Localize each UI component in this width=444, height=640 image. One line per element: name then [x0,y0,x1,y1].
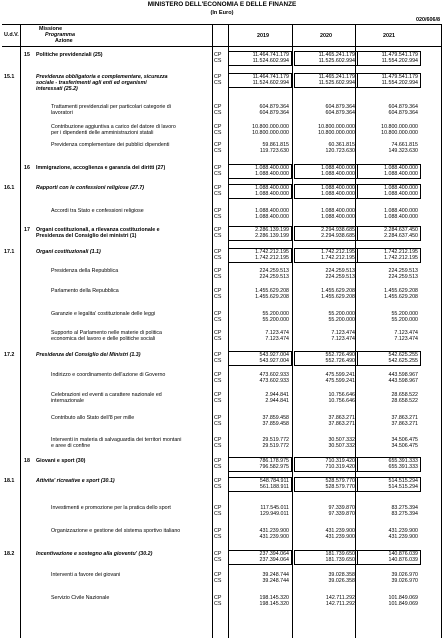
page-header-title: MINISTERO DELL'ECONOMIA E DELLE FINANZE [147,1,297,8]
cp-value: 1.088.400.000 [255,208,289,214]
cp-value: 1.088.400.000 [384,208,418,214]
cs-label: CS [214,398,222,404]
cp-value: 2.944.841 [265,392,289,398]
total-box [228,351,292,366]
cp-value: 1.742.212.195 [255,249,289,255]
row-code: 17.2 [4,352,15,358]
col-header-udv: U.d.V. [4,32,19,38]
cp-label: CP [214,268,222,274]
cs-value: 2.286.139.199 [255,233,289,239]
cs-label: CS [214,484,222,490]
cs-value: 140.876.039 [388,557,418,563]
cp-value: 142.711.292 [325,595,355,601]
cp-label: CP [214,124,222,130]
cs-value: 710.319.420 [325,464,355,470]
cp-value: 39.028.358 [328,572,355,578]
cs-value: 7.123.474 [331,336,355,342]
cp-value: 10.800.000.000 [252,124,289,130]
cp-label: CP [214,551,222,557]
cp-value: 473.602.933 [259,372,289,378]
cp-label: CP [214,227,222,233]
total-box [228,73,292,88]
header-bottom-rule [2,46,442,47]
row-description: Supporto al Parlamento nelle materie di politica economica del lavoro e delle politiche sociali [51,330,163,343]
cp-value: 11.465.241.179 [318,74,355,80]
total-box [294,164,358,179]
cp-value: 11.464.741.179 [252,52,289,58]
cp-value: 11.464.741.179 [252,74,289,80]
row-description: Politiche previdenziali (25) [36,52,103,58]
total-box [357,550,421,565]
cp-value: 39.248.744 [262,572,289,578]
total-box [228,164,292,179]
cp-value: 237.394.064 [259,551,289,557]
cs-value: 237.394.064 [259,557,289,563]
cs-value: 1.088.400.000 [321,171,355,177]
cs-value: 7.123.474 [265,336,289,342]
cp-label: CP [214,352,222,358]
cs-value: 528.579.770 [325,484,355,490]
cp-label: CP [214,208,222,214]
cp-label: CP [214,165,222,171]
cs-label: CS [214,336,222,342]
cp-label: CP [214,330,222,336]
cp-value: 11.479.541.179 [381,52,418,58]
col-header-programma: Programma [45,32,75,38]
total-box [294,457,358,472]
cs-value: 431.239.900 [259,534,289,540]
total-box [357,248,421,263]
cs-value: 181.739.650 [325,557,355,563]
cp-value: 97.339.870 [328,505,355,511]
cs-value: 514.515.294 [388,484,418,490]
cp-value: 7.123.474 [265,330,289,336]
total-box [228,226,292,241]
cp-value: 1.455.629.208 [384,288,418,294]
cs-value: 542.625.255 [388,358,418,364]
cs-label: CS [214,601,222,607]
row-description: Accordi tra Stato e confessioni religiose [51,208,144,214]
cp-value: 83.275.394 [391,505,418,511]
cs-value: 224.259.513 [325,274,355,280]
total-box [357,351,421,366]
cs-value: 1.088.400.000 [384,171,418,177]
cp-value: 10.800.000.000 [318,124,355,130]
cs-label: CS [214,464,222,470]
cs-value: 543.927.004 [259,358,289,364]
row-description: Immigrazione, accoglienza e garanzia dei diritti (27) [36,165,166,171]
cs-value: 29.519.772 [262,443,289,449]
cp-label: CP [214,74,222,80]
cs-value: 11.525.602.994 [318,58,355,64]
cs-value: 1.088.400.000 [255,171,289,177]
cp-label: CP [214,372,222,378]
col-header-missione: Missione [39,26,63,32]
cs-value: 2.294.938.685 [321,233,355,239]
cs-value: 101.849.069 [388,601,418,607]
cs-value: 655.391.333 [388,464,418,470]
cp-label: CP [214,415,222,421]
cp-label: CP [214,52,222,58]
total-box [228,477,292,492]
cp-label: CP [214,185,222,191]
cs-label: CS [214,214,222,220]
cs-value: 2.284.637.450 [384,233,418,239]
cp-value: 1.455.629.208 [255,288,289,294]
cp-value: 604.879.364 [325,104,355,110]
cp-value: 198.145.320 [259,595,289,601]
cs-value: 10.800.000.000 [318,130,355,136]
cs-value: 224.259.513 [259,274,289,280]
cp-value: 475.599.241 [325,372,355,378]
cp-value: 224.259.513 [259,268,289,274]
cp-value: 55.200.000 [262,311,289,317]
row-code: 18.2 [4,551,15,557]
cp-value: 710.319.420 [325,458,355,464]
col-divider [441,24,442,638]
cs-value: 10.800.000.000 [252,130,289,136]
cs-value: 1.455.629.208 [384,294,418,300]
cp-label: CP [214,478,222,484]
cp-label: CP [214,249,222,255]
cp-value: 552.726.490 [325,352,355,358]
cs-value: 1.088.400.000 [255,191,289,197]
cs-label: CS [214,148,222,154]
cs-value: 34.506.475 [391,443,418,449]
cs-value: 28.658.522 [391,398,418,404]
row-description: Incentivazione e sostegno alla gioventu' (30.2) [36,551,153,557]
cs-value: 39.026.970 [391,578,418,584]
row-description: Giovani e sport (30) [36,458,86,464]
cp-value: 1.088.400.000 [321,165,355,171]
cp-value: 431.239.900 [325,528,355,534]
total-box [357,73,421,88]
cs-value: 149.323.630 [388,148,418,154]
cp-label: CP [214,572,222,578]
col-header-2019: 2019 [257,33,269,39]
cs-value: 431.239.900 [325,534,355,540]
cs-value: 604.879.364 [259,110,289,116]
cs-value: 473.602.933 [259,378,289,384]
col-header-2021: 2021 [383,33,395,39]
cp-value: 786.178.975 [259,458,289,464]
col-header-2020: 2020 [320,33,332,39]
cp-value: 1.742.212.195 [384,249,418,255]
cs-value: 443.598.967 [388,378,418,384]
cs-label: CS [214,58,222,64]
total-box [294,351,358,366]
total-box [228,51,292,66]
row-description: Organi costituzionali (1.1) [36,249,101,255]
page-code: 020/606/8 [416,17,440,23]
cp-value: 443.598.967 [388,372,418,378]
row-description: Presidenza del Consiglio dei Ministri (1.3) [36,352,141,358]
cs-label: CS [214,358,222,364]
cs-label: CS [214,378,222,384]
cs-value: 11.524.602.994 [252,58,289,64]
cs-value: 552.726.490 [325,358,355,364]
cp-value: 11.479.541.179 [381,74,418,80]
row-description: Organizzazione e gestione del sistema sportivo italiano [51,528,181,534]
cs-label: CS [214,171,222,177]
cp-value: 528.579.770 [325,478,355,484]
cs-value: 7.123.474 [394,336,418,342]
cp-label: CP [214,505,222,511]
total-box [294,550,358,565]
row-description: Contribuzione aggiuntiva a carico del datore di lavoro per i dipendenti delle amministrazioni statali [51,124,176,137]
page-header-subtitle: (In Euro) [210,10,234,16]
total-box [357,226,421,241]
cs-label: CS [214,557,222,563]
cs-value: 475.599.241 [325,378,355,384]
cs-value: 1.455.629.208 [321,294,355,300]
cp-value: 1.455.629.208 [321,288,355,294]
cs-value: 37.863.271 [328,421,355,427]
cp-value: 74.661.815 [391,142,418,148]
cp-value: 224.259.513 [388,268,418,274]
cp-value: 2.294.938.685 [321,227,355,233]
cs-value: 97.339.870 [328,511,355,517]
total-box [294,51,358,66]
total-box [357,457,421,472]
cp-value: 655.391.333 [388,458,418,464]
cs-label: CS [214,534,222,540]
cs-label: CS [214,191,222,197]
cs-label: CS [214,317,222,323]
cs-value: 30.507.332 [328,443,355,449]
cp-value: 37.863.271 [328,415,355,421]
total-box [228,184,292,199]
missione-number: 17 [24,227,30,233]
cs-value: 11.554.202.994 [381,58,418,64]
cp-label: CP [214,528,222,534]
cs-value: 83.275.394 [391,511,418,517]
col-header-azione: Azione [55,38,73,44]
cp-value: 29.519.772 [262,437,289,443]
cp-value: 10.800.000.000 [381,124,418,130]
cs-value: 10.800.000.000 [381,130,418,136]
row-code: 16.1 [4,185,15,191]
cs-value: 1.088.400.000 [255,214,289,220]
cp-value: 60.361.815 [328,142,355,148]
cs-value: 39.248.744 [262,578,289,584]
cp-label: CP [214,311,222,317]
row-description: Trattamenti previdenziali per particolari categorie di lavoratori [51,104,171,117]
cp-value: 30.507.332 [328,437,355,443]
cs-value: 10.756.646 [328,398,355,404]
cs-value: 11.525.602.994 [318,80,355,86]
cp-label: CP [214,288,222,294]
row-description: Previdenza complementare dei pubblici dipendenti [51,142,170,148]
row-description: Interventi a favore dei giovani [51,572,121,578]
cp-value: 37.859.458 [262,415,289,421]
cp-value: 2.284.637.450 [384,227,418,233]
cs-value: 11.524.602.994 [252,80,289,86]
total-box [294,73,358,88]
cs-label: CS [214,294,222,300]
cs-value: 11.554.202.994 [381,80,418,86]
cs-value: 1.088.400.000 [321,191,355,197]
cs-value: 142.711.292 [325,601,355,607]
missione-number: 18 [24,458,30,464]
cp-value: 431.239.900 [388,528,418,534]
cs-value: 1.088.400.000 [384,214,418,220]
cs-value: 604.879.364 [388,110,418,116]
cp-value: 1.088.400.000 [384,165,418,171]
row-code: 17.1 [4,249,15,255]
cp-label: CP [214,458,222,464]
row-code: 15.1 [4,74,15,80]
cs-label: CS [214,443,222,449]
cp-value: 1.088.400.000 [321,208,355,214]
col-divider [355,24,356,638]
cp-value: 548.784.911 [259,478,289,484]
cs-label: CS [214,110,222,116]
cp-value: 2.286.139.199 [255,227,289,233]
missione-number: 16 [24,165,30,171]
cs-label: CS [214,80,222,86]
cs-label: CS [214,511,222,517]
cs-value: 119.723.630 [259,148,289,154]
cs-value: 55.200.000 [391,317,418,323]
total-box [357,164,421,179]
cs-value: 224.259.513 [388,274,418,280]
cp-label: CP [214,392,222,398]
cp-label: CP [214,104,222,110]
row-description: Attivita' ricreative e sport (30.1) [36,478,115,484]
cs-value: 796.582.975 [259,464,289,470]
table-top-rule [2,24,442,25]
col-divider [292,24,293,638]
row-description: Celebrazioni ed eventi a carattere nazionale ed internazionale [51,392,162,405]
total-box [294,226,358,241]
cp-value: 514.515.294 [388,478,418,484]
cs-label: CS [214,233,222,239]
row-description: Rapporti con le confessioni religiose (27.7) [36,185,145,191]
row-description: Presidenza della Repubblica [51,268,119,274]
cp-value: 140.876.039 [388,551,418,557]
cp-value: 1.088.400.000 [321,185,355,191]
total-box [357,477,421,492]
cp-value: 101.849.069 [388,595,418,601]
row-description: Interventi in materia di salvaguardia dei territori montani e aree di confine [51,437,182,450]
total-box [294,248,358,263]
cp-value: 542.625.255 [388,352,418,358]
cs-value: 37.859.458 [262,421,289,427]
cp-value: 28.658.522 [391,392,418,398]
cp-value: 1.088.400.000 [255,165,289,171]
cp-value: 1.742.212.195 [321,249,355,255]
row-description: Indirizzo e coordinamento dell'azione di Governo [51,372,166,378]
cp-value: 117.545.011 [260,505,289,511]
cs-value: 55.200.000 [328,317,355,323]
cs-value: 120.723.630 [325,148,355,154]
cs-value: 604.879.364 [325,110,355,116]
row-description: Previdenza obbligatoria e complementare, sicurezza sociale - trasferimenti agli enti ed organismi interessati (25.2) [36,74,168,93]
cs-value: 1.455.629.208 [255,294,289,300]
row-description: Parlamento della Repubblica [51,288,119,294]
cp-value: 37.863.271 [391,415,418,421]
cp-value: 10.756.646 [328,392,355,398]
missione-number: 15 [24,52,30,58]
cp-value: 55.200.000 [391,311,418,317]
cs-value: 1.742.212.195 [384,255,418,261]
cp-value: 604.879.364 [388,104,418,110]
cs-label: CS [214,578,222,584]
cs-value: 39.026.358 [328,578,355,584]
cp-value: 34.506.475 [391,437,418,443]
cs-value: 431.239.900 [388,534,418,540]
cp-value: 59.861.815 [262,142,289,148]
cp-value: 55.200.000 [328,311,355,317]
total-box [228,457,292,472]
total-box [228,550,292,565]
cs-value: 1.742.212.195 [321,255,355,261]
cp-label: CP [214,437,222,443]
cp-label: CP [214,595,222,601]
cp-value: 224.259.513 [325,268,355,274]
cp-value: 431.239.900 [259,528,289,534]
total-box [357,51,421,66]
cs-value: 129.949.011 [259,511,289,517]
cp-label: CP [214,142,222,148]
cs-value: 1.742.212.195 [255,255,289,261]
cp-value: 1.088.400.000 [384,185,418,191]
cs-value: 55.200.000 [262,317,289,323]
total-box [294,477,358,492]
cs-value: 37.863.271 [391,421,418,427]
cp-value: 7.123.474 [394,330,418,336]
cs-value: 1.088.400.000 [321,214,355,220]
cp-value: 604.879.364 [259,104,289,110]
row-description: Organi costituzionali, a rilevanza costituzionale e Presidenza del Consiglio dei ministri (1) [36,227,160,240]
cp-value: 543.927.004 [259,352,289,358]
cs-label: CS [214,274,222,280]
row-description: Investimenti e promozione per la pratica dello sport [51,505,171,511]
cs-label: CS [214,421,222,427]
cs-label: CS [214,255,222,261]
cp-value: 39.026.970 [391,572,418,578]
total-box [357,184,421,199]
row-description: Contributo allo Stato dell'8 per mille [51,415,135,421]
cp-value: 1.088.400.000 [255,185,289,191]
row-code: 18.1 [4,478,15,484]
cp-value: 7.123.474 [331,330,355,336]
cp-value: 11.465.241.179 [318,52,355,58]
col-divider [20,24,21,638]
total-box [294,184,358,199]
cs-value: 198.145.320 [259,601,289,607]
cs-value: 2.944.841 [265,398,289,404]
row-description: Servizio Civile Nazionale [51,595,110,601]
cp-value: 181.739.650 [325,551,355,557]
row-description: Garanzie e legalita' costituzionale delle leggi [51,311,156,317]
cs-value: 561.188.911 [259,484,289,490]
cs-value: 1.088.400.000 [384,191,418,197]
total-box [228,248,292,263]
cs-label: CS [214,130,222,136]
